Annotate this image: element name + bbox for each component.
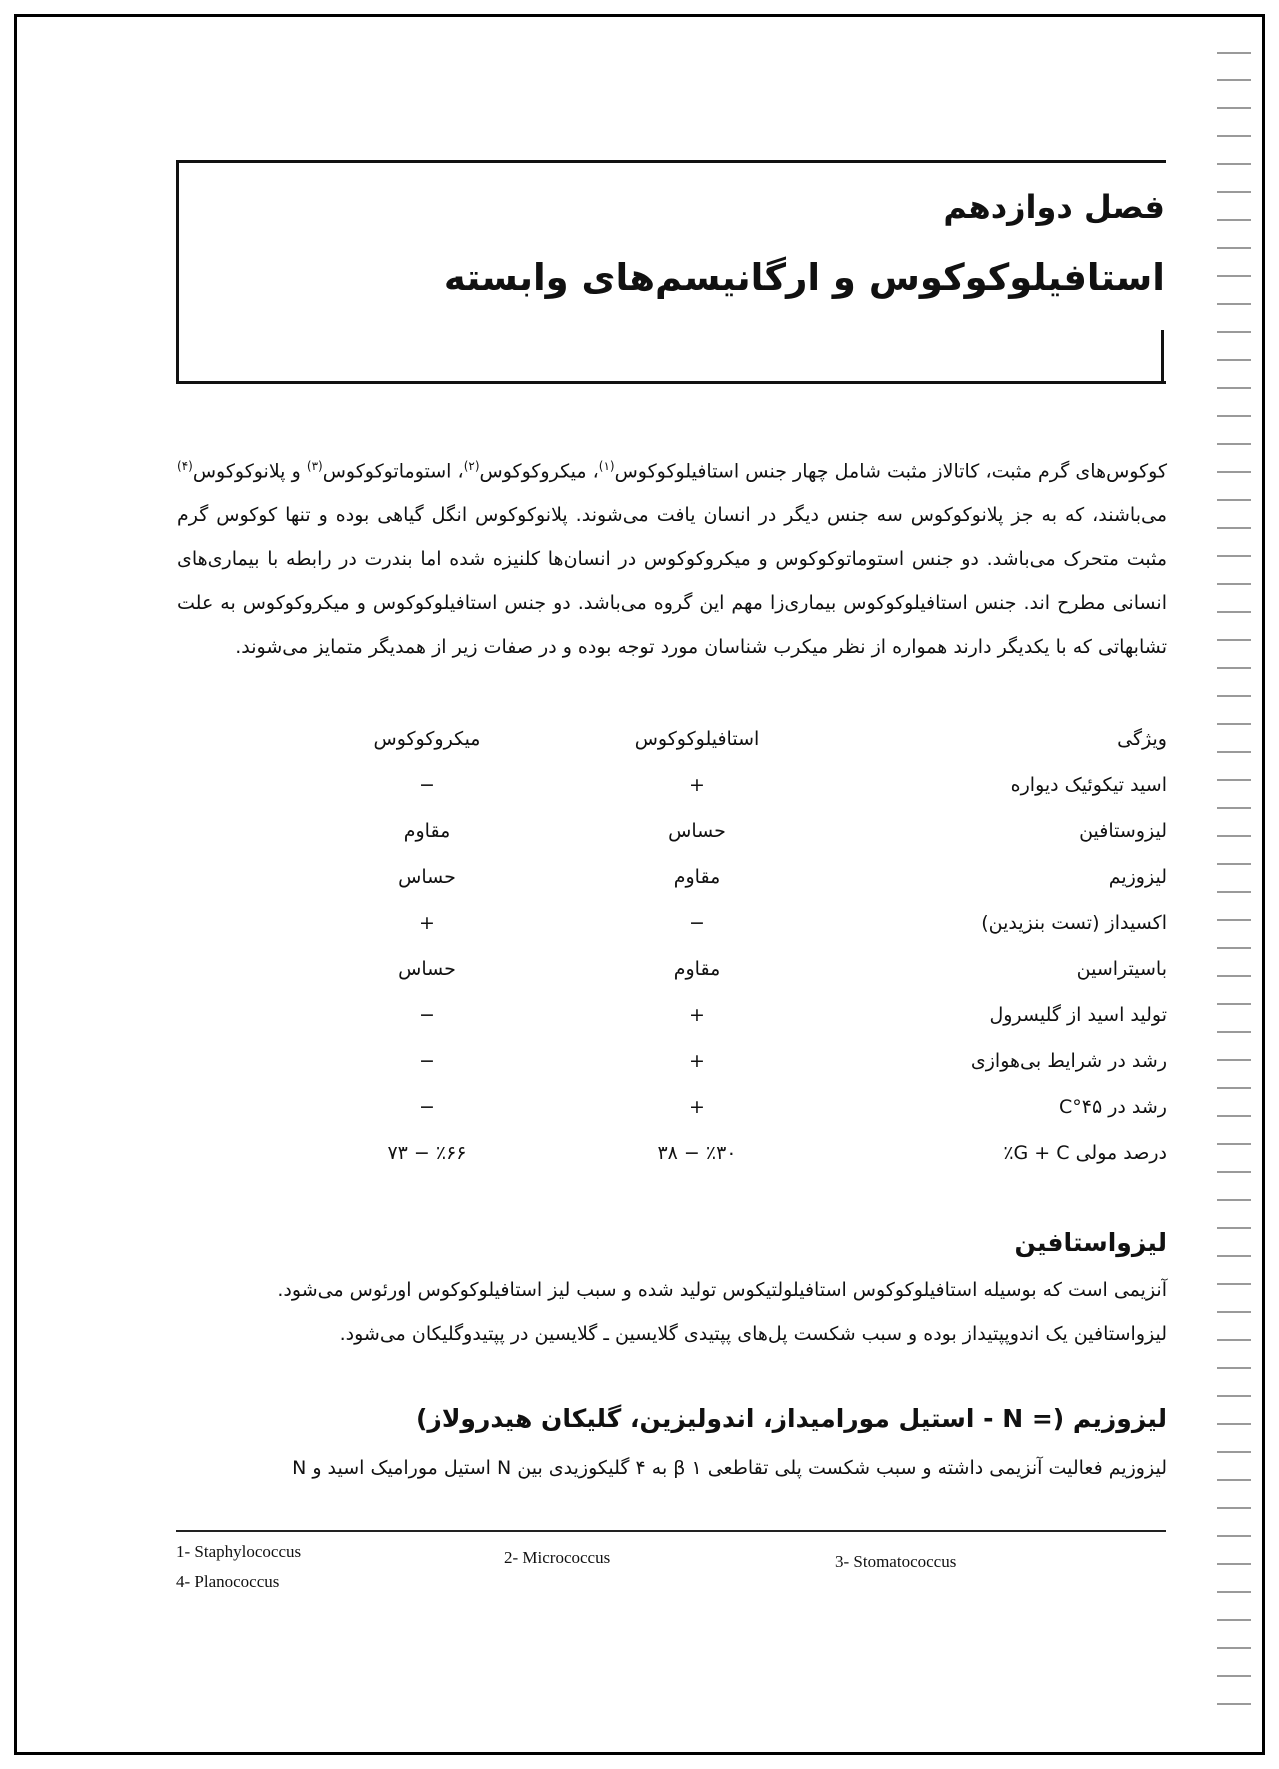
footnote-ref-3: (۳) <box>306 459 323 473</box>
row-property: رشد در شرایط بی‌هوازی <box>970 1050 1167 1072</box>
row-property: اسید تیکوئیک دیواره <box>1010 774 1167 796</box>
row-staph-value: − <box>689 912 705 934</box>
chapter-label: فصل دوازدهم <box>943 188 1165 226</box>
intro-text-2: ، میکروکوکوس <box>479 460 599 483</box>
row-property: لیزوزیم <box>1108 866 1167 888</box>
header-staphylococcus: استافیلوکوکوس <box>634 728 760 750</box>
table-row <box>177 1090 1167 1136</box>
chapter-title: استافیلوکوکوس و ارگانیسم‌های وابسته <box>443 256 1165 299</box>
row-property: درصد مولی G + C٪ <box>1003 1142 1167 1164</box>
lysostaphin-line-1: آنزیمی است که بوسیله استافیلوکوکوس استافیلولتیکوس تولید شده و سبب لیز استافیلوکوکوس اورئوس می‌شود. <box>277 1279 1167 1301</box>
table-row <box>177 768 1167 814</box>
row-micro-value: + <box>419 912 435 934</box>
row-staph-value: + <box>689 1096 705 1118</box>
row-staph-value: + <box>689 774 705 796</box>
footnote-ref-4: (۴) <box>177 459 193 473</box>
intro-text-5: می‌باشند، که به جز پلانوکوکوس سه جنس دیگر در انسان یافت می‌شوند. پلانوکوکوس انگل گیاهی بوده و تنها کوکوس گرم مثبت متحرک می‌باشد. دو جنس استوماتوکوکوس و میکروکوکوس در انسان‌ها کلنیزه شده اما بندرت در رابطه با بیماری‌های انسانی مطرح اند. جنس استافیلوکوکوس بیماری‌زا مهم این گروه می‌باشد. دو جنس استافیلوکوکوس و میکروکوکوس به علت تشابهاتی که با یکدیگر دارند همواره از نظر میکرب شناسان مورد توجه بوده و در صفات زیر از همدیگر متمایز می‌شوند. <box>177 504 1167 659</box>
table-header-row <box>177 722 1167 768</box>
footnote-2: 2- Micrococcus <box>504 1548 611 1567</box>
footnote-divider <box>176 1530 1166 1532</box>
table-row <box>177 1044 1167 1090</box>
table-row <box>177 860 1167 906</box>
table-row <box>177 1136 1167 1182</box>
row-micro-value: − <box>419 1050 435 1072</box>
intro-text-4: و پلانوکوکوس <box>192 460 307 483</box>
footnote-3: 3- Stomatococcus <box>835 1552 957 1571</box>
row-staph-value: ٪۳۰ − ۳۸ <box>657 1142 737 1164</box>
intro-text-3: ، استوماتوکوکوس <box>322 460 464 483</box>
row-micro-value: مقاوم <box>403 820 451 842</box>
row-property: تولید اسید از گلیسرول <box>989 1004 1167 1026</box>
row-staph-value: + <box>689 1004 705 1026</box>
row-staph-value: مقاوم <box>673 958 721 980</box>
row-micro-value: − <box>419 1004 435 1026</box>
lysozyme-heading: لیزوزیم (= N - استیل مورامیداز، اندولیزین، گلیکان هیدرولاز) <box>416 1404 1167 1433</box>
footnote-1: 1- Staphylococcus <box>176 1542 302 1561</box>
intro-paragraph <box>177 444 1167 669</box>
table-row <box>177 814 1167 860</box>
row-micro-value: − <box>419 774 435 796</box>
row-property: رشد در ۴۵°C <box>1059 1096 1167 1118</box>
footnote-ref-1: (۱) <box>598 459 615 473</box>
lysozyme-line-1: لیزوزیم فعالیت آنزیمی داشته و سبب شکست پلی تقاطعی β ۱ به ۴ گلیکوزیدی بین N استیل موراميک اسید و N <box>292 1457 1167 1479</box>
row-micro-value: حساس <box>398 958 456 980</box>
chapter-title-box-edge <box>1161 330 1164 384</box>
table-row <box>177 906 1167 952</box>
footnote-4: 4- Planococcus <box>176 1572 280 1591</box>
lysostaphin-line-2: لیزواستافین یک اندوپپتیداز بوده و سبب شکست پل‌های پپتیدی گلایسین ـ گلایسین در پپتیدوگلیکان می‌شود. <box>339 1323 1167 1345</box>
header-property: ویژگی <box>1117 728 1167 750</box>
row-staph-value: + <box>689 1050 705 1072</box>
table-row <box>177 998 1167 1044</box>
row-micro-value: حساس <box>398 866 456 888</box>
row-property: اکسیداز (تست بنزیدین) <box>981 912 1167 934</box>
row-micro-value: ٪۶۶ − ۷۳ <box>387 1142 467 1164</box>
intro-text-1: کوکوس‌های گرم مثبت، کاتالاز مثبت شامل چهار جنس استافیلوکوکوس <box>614 460 1168 483</box>
row-staph-value: مقاوم <box>673 866 721 888</box>
comparison-table <box>177 722 1167 1182</box>
header-micrococcus: میکروکوکوس <box>373 728 481 750</box>
row-property: باسیتراسین <box>1076 958 1167 980</box>
lysostaphin-heading: لیزواستافین <box>1014 1228 1167 1257</box>
row-micro-value: − <box>419 1096 435 1118</box>
footnote-ref-2: (۲) <box>463 459 480 473</box>
row-staph-value: حساس <box>668 820 726 842</box>
row-property: لیزوستافین <box>1079 820 1167 842</box>
table-row <box>177 952 1167 998</box>
